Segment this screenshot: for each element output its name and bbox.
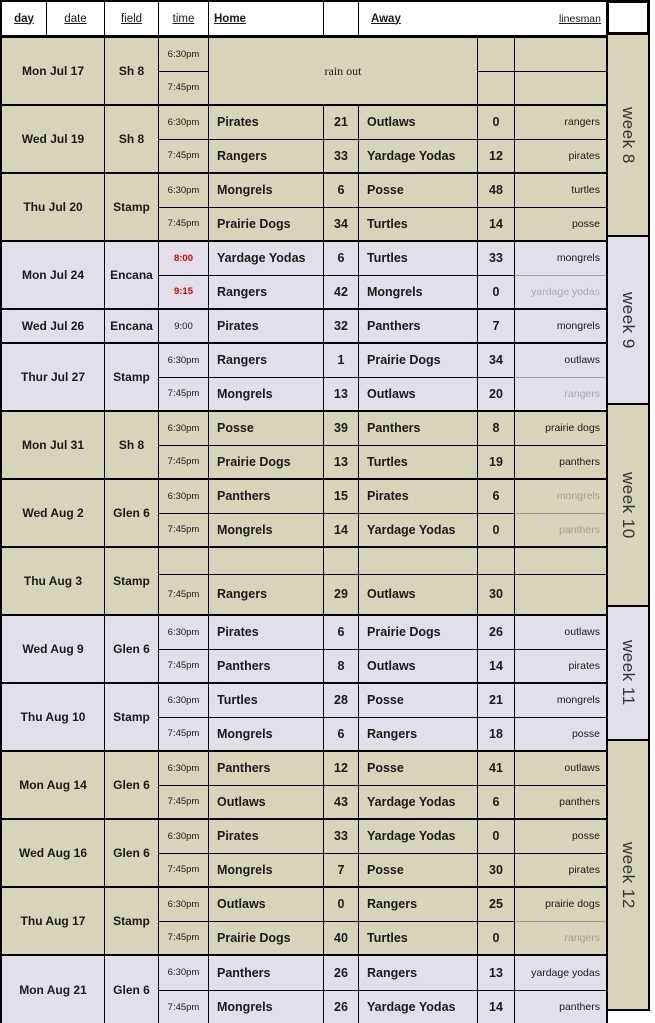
week-cell: [606, 605, 650, 741]
time-cell: 7:45pm: [159, 574, 209, 615]
linesman-cell: panthers: [515, 513, 606, 547]
time-cell: 7:45pm: [159, 207, 209, 241]
week-cell: [606, 33, 650, 237]
week-cell: [606, 739, 650, 1011]
time-cell: 7:45pm: [159, 990, 209, 1023]
week-label: week 8: [619, 106, 638, 164]
away-team-cell: Posse: [359, 174, 478, 207]
home-team-cell: Pirates: [209, 310, 324, 342]
home-score-cell: 32: [324, 310, 359, 342]
time-cell: 6:30pm: [159, 616, 209, 649]
time-cell: 7:45pm: [159, 853, 209, 887]
week-rail-header-box: [606, 0, 650, 35]
linesman-cell: rangers: [515, 921, 606, 955]
home-score-cell: 6: [324, 242, 359, 275]
home-team-cell: Panthers: [209, 752, 324, 785]
time-cell: 6:30pm: [159, 820, 209, 853]
week-label: week 10: [619, 471, 638, 539]
time-cell: 6:30pm: [159, 106, 209, 139]
field-cell: Glen 6: [105, 480, 159, 546]
away-score-cell: 48: [478, 174, 515, 207]
away-score-cell: 6: [478, 785, 515, 819]
date-block: [2, 684, 606, 752]
linesman-cell: outlaws: [564, 762, 600, 775]
header-label-day: day: [14, 12, 34, 25]
home-team-cell: Rangers: [209, 139, 324, 173]
day-cell: Wed Aug 16: [2, 820, 105, 886]
time-cell: 7:45pm: [159, 445, 209, 479]
home-team-cell: Mongrels: [209, 174, 324, 207]
away-score-cell: [478, 71, 515, 105]
away-team-cell: Turtles: [359, 445, 478, 479]
home-team-cell: Mongrels: [209, 513, 324, 547]
linesman-cell: [515, 71, 606, 105]
home-score-cell: 12: [324, 752, 359, 785]
home-team-cell: Mongrels: [209, 717, 324, 751]
time-cell: 6:30pm: [159, 412, 209, 445]
field-cell: Stamp: [105, 174, 159, 240]
home-score-cell: [324, 548, 359, 574]
linesman-cell: prairie dogs: [545, 422, 600, 435]
time-cell: 6:30pm: [159, 956, 209, 990]
linesman-cell: pirates: [515, 139, 606, 173]
away-score-cell: 21: [478, 684, 515, 717]
away-team-cell: Panthers: [359, 310, 478, 342]
home-score-cell: 39: [324, 412, 359, 445]
home-score-cell: 15: [324, 480, 359, 513]
away-score-cell: 0: [478, 275, 515, 309]
away-score-cell: 0: [478, 513, 515, 547]
header-label-linesman: linesman: [558, 12, 601, 25]
week-rail: [606, 0, 650, 1011]
home-team-cell: Mongrels: [209, 377, 324, 411]
linesman-cell: prairie dogs: [545, 898, 600, 911]
field-cell: Sh 8: [105, 38, 159, 104]
week-label: week 12: [619, 841, 638, 909]
linesman-cell: [515, 38, 606, 71]
time-cell: 6:30pm: [159, 174, 209, 207]
field-cell: Stamp: [105, 684, 159, 750]
home-score-cell: 42: [324, 275, 359, 309]
away-score-cell: 20: [478, 377, 515, 411]
away-team-cell: Rangers: [359, 717, 478, 751]
header-label-away: Away: [371, 12, 401, 25]
away-team-cell: Outlaws: [359, 649, 478, 683]
time-cell: 6:30pm: [159, 684, 209, 717]
home-score-cell: 1: [324, 344, 359, 377]
day-cell: Thu Jul 20: [2, 174, 105, 240]
home-score-cell: 13: [324, 445, 359, 479]
linesman-cell: posse: [571, 830, 600, 843]
date-block: [2, 752, 606, 820]
linesman-cell: turtles: [571, 184, 600, 197]
date-block: [2, 412, 606, 480]
linesman-cell: outlaws: [564, 626, 600, 639]
linesman-cell: mongrels: [556, 694, 600, 707]
linesman-cell: yardage yodas: [531, 966, 600, 979]
field-cell: Glen 6: [105, 956, 159, 1023]
header-label-time: time: [172, 12, 195, 25]
linesman-cell: outlaws: [564, 354, 600, 367]
linesman-cell: yardage yodas: [515, 275, 606, 309]
away-score-cell: 7: [478, 310, 515, 342]
week-label: week 11: [619, 640, 638, 706]
linesman-cell: mongrels: [556, 490, 600, 503]
home-score-cell: 0: [324, 888, 359, 921]
home-score-cell: 26: [324, 990, 359, 1023]
linesman-cell: mongrels: [556, 252, 600, 265]
home-score-cell: 6: [324, 616, 359, 649]
date-block: [2, 344, 606, 412]
away-score-cell: 12: [478, 139, 515, 173]
home-team-cell: Panthers: [209, 956, 324, 990]
home-score-cell: 33: [324, 820, 359, 853]
date-block: [2, 106, 606, 174]
away-team-cell: Outlaws: [359, 106, 478, 139]
home-team-cell: Mongrels: [209, 990, 324, 1023]
away-team-cell: Rangers: [359, 956, 478, 990]
time-cell: 6:30pm: [159, 480, 209, 513]
field-cell: Sh 8: [105, 106, 159, 172]
day-cell: Mon Jul 31: [2, 412, 105, 478]
home-score-cell: 8: [324, 649, 359, 683]
home-team-cell: Rangers: [209, 275, 324, 309]
away-team-cell: Pirates: [359, 480, 478, 513]
time-cell: 7:45pm: [159, 377, 209, 411]
header-cell-time: [159, 2, 209, 35]
away-score-cell: 0: [478, 106, 515, 139]
date-block: [2, 310, 606, 344]
time-cell: 7:45pm: [159, 785, 209, 819]
away-score-cell: [478, 548, 515, 574]
away-score-cell: 0: [478, 820, 515, 853]
field-cell: Encana: [105, 310, 159, 342]
away-team-cell: Outlaws: [359, 377, 478, 411]
away-team-cell: Posse: [359, 752, 478, 785]
rainout-cell: rain out: [209, 38, 478, 104]
time-cell: 9:00: [159, 310, 209, 342]
away-score-cell: 30: [478, 574, 515, 615]
away-team-cell: Prairie Dogs: [359, 616, 478, 649]
time-cell: 7:45pm: [159, 649, 209, 683]
linesman-cell: posse: [515, 207, 606, 241]
header-label-field: field: [120, 12, 143, 25]
field-cell: Stamp: [105, 888, 159, 954]
away-team-cell: Mongrels: [359, 275, 478, 309]
home-team-cell: Outlaws: [209, 785, 324, 819]
date-block: [2, 548, 606, 616]
away-score-cell: 0: [478, 921, 515, 955]
home-team-cell: Prairie Dogs: [209, 445, 324, 479]
away-team-cell: Turtles: [359, 921, 478, 955]
date-block: [2, 616, 606, 684]
linesman-cell: pirates: [515, 853, 606, 887]
linesman-cell: panthers: [515, 785, 606, 819]
away-team-cell: Yardage Yodas: [359, 785, 478, 819]
header-cell-away-linesman: [359, 2, 606, 35]
home-score-cell: 28: [324, 684, 359, 717]
header-label-date: date: [64, 12, 87, 25]
day-cell: Thu Aug 3: [2, 548, 105, 614]
home-team-cell: Outlaws: [209, 888, 324, 921]
date-block: [2, 820, 606, 888]
away-team-cell: Prairie Dogs: [359, 344, 478, 377]
home-team-cell: Pirates: [209, 820, 324, 853]
linesman-cell: [515, 548, 606, 574]
date-block: [2, 956, 606, 1023]
field-cell: Stamp: [105, 548, 159, 614]
time-cell: 7:45pm: [159, 139, 209, 173]
time-cell: 6:30pm: [159, 344, 209, 377]
header-cell-day: [2, 2, 47, 35]
field-cell: Glen 6: [105, 752, 159, 818]
schedule-body: [2, 38, 606, 1023]
away-score-cell: 26: [478, 616, 515, 649]
away-team-cell: Turtles: [359, 242, 478, 275]
away-score-cell: 14: [478, 649, 515, 683]
home-team-cell: Posse: [209, 412, 324, 445]
home-score-cell: 34: [324, 207, 359, 241]
time-cell: 7:45pm: [159, 921, 209, 955]
header-row: [2, 2, 606, 38]
home-team-cell: Panthers: [209, 480, 324, 513]
field-cell: Stamp: [105, 344, 159, 410]
day-cell: Mon Jul 24: [2, 242, 105, 308]
away-team-cell: Yardage Yodas: [359, 820, 478, 853]
home-score-cell: 7: [324, 853, 359, 887]
day-cell: Wed Aug 9: [2, 616, 105, 682]
linesman-cell: rangers: [515, 377, 606, 411]
home-team-cell: Pirates: [209, 616, 324, 649]
away-team-cell: Posse: [359, 853, 478, 887]
home-score-cell: 13: [324, 377, 359, 411]
day-cell: Wed Jul 26: [2, 310, 105, 342]
week-label: week 9: [619, 291, 638, 349]
day-cell: Thur Jul 27: [2, 344, 105, 410]
time-cell: 7:45pm: [159, 717, 209, 751]
home-team-cell: Yardage Yodas: [209, 242, 324, 275]
away-team-cell: Outlaws: [359, 574, 478, 615]
home-team-cell: Turtles: [209, 684, 324, 717]
day-cell: Thu Aug 17: [2, 888, 105, 954]
week-cell: [606, 235, 650, 405]
field-cell: Glen 6: [105, 616, 159, 682]
field-cell: Glen 6: [105, 820, 159, 886]
linesman-cell: pirates: [515, 649, 606, 683]
linesman-cell: [515, 574, 606, 615]
away-team-cell: [359, 548, 478, 574]
home-team-cell: Panthers: [209, 649, 324, 683]
linesman-cell: posse: [515, 717, 606, 751]
away-team-cell: Rangers: [359, 888, 478, 921]
home-score-cell: 29: [324, 574, 359, 615]
home-team-cell: Mongrels: [209, 853, 324, 887]
away-score-cell: 41: [478, 752, 515, 785]
home-score-cell: 21: [324, 106, 359, 139]
away-score-cell: 30: [478, 853, 515, 887]
home-score-cell: 6: [324, 717, 359, 751]
header-cell-field: [105, 2, 159, 35]
time-cell: 6:30pm: [159, 38, 209, 71]
away-score-cell: 14: [478, 990, 515, 1023]
away-score-cell: 13: [478, 956, 515, 990]
linesman-cell: rangers: [564, 116, 600, 129]
away-score-cell: 14: [478, 207, 515, 241]
linesman-cell: panthers: [515, 990, 606, 1023]
home-score-cell: 43: [324, 785, 359, 819]
home-score-cell: 6: [324, 174, 359, 207]
header-label-home: Home: [214, 12, 246, 25]
away-team-cell: Yardage Yodas: [359, 513, 478, 547]
day-cell: Mon Aug 14: [2, 752, 105, 818]
home-score-cell: 40: [324, 921, 359, 955]
header-cell-home: [209, 2, 324, 35]
away-score-cell: 25: [478, 888, 515, 921]
day-cell: Mon Aug 21: [2, 956, 105, 1023]
away-team-cell: Turtles: [359, 207, 478, 241]
date-block: [2, 480, 606, 548]
date-block: [2, 242, 606, 310]
home-score-cell: 33: [324, 139, 359, 173]
away-team-cell: Yardage Yodas: [359, 139, 478, 173]
day-cell: Wed Aug 2: [2, 480, 105, 546]
home-team-cell: Prairie Dogs: [209, 207, 324, 241]
time-cell: 6:30pm: [159, 888, 209, 921]
week-cell: [606, 403, 650, 607]
home-team-cell: Pirates: [209, 106, 324, 139]
home-team-cell: Rangers: [209, 344, 324, 377]
linesman-cell: panthers: [515, 445, 606, 479]
home-score-cell: 26: [324, 956, 359, 990]
header-cell-blank: [324, 2, 359, 35]
day-cell: Thu Aug 10: [2, 684, 105, 750]
home-score-cell: 14: [324, 513, 359, 547]
field-cell: Sh 8: [105, 412, 159, 478]
day-cell: Wed Jul 19: [2, 106, 105, 172]
time-cell: 8:00: [159, 242, 209, 275]
away-score-cell: 34: [478, 344, 515, 377]
away-team-cell: Posse: [359, 684, 478, 717]
date-block: [2, 888, 606, 956]
away-team-cell: Yardage Yodas: [359, 990, 478, 1023]
time-cell: [159, 548, 209, 574]
date-block: [2, 174, 606, 242]
time-cell: 9:15: [159, 275, 209, 309]
date-block: [2, 38, 606, 106]
day-cell: Mon Jul 17: [2, 38, 105, 104]
home-team-cell: Rangers: [209, 574, 324, 615]
away-score-cell: 18: [478, 717, 515, 751]
away-team-cell: Panthers: [359, 412, 478, 445]
away-score-cell: [478, 38, 515, 71]
time-cell: 6:30pm: [159, 752, 209, 785]
time-cell: 7:45pm: [159, 513, 209, 547]
away-score-cell: 8: [478, 412, 515, 445]
field-cell: Encana: [105, 242, 159, 308]
linesman-cell: mongrels: [556, 320, 600, 332]
header-cell-date: [47, 2, 105, 35]
away-score-cell: 6: [478, 480, 515, 513]
time-cell: 7:45pm: [159, 71, 209, 105]
home-team-cell: Prairie Dogs: [209, 921, 324, 955]
away-score-cell: 19: [478, 445, 515, 479]
home-team-cell: [209, 548, 324, 574]
away-score-cell: 33: [478, 242, 515, 275]
